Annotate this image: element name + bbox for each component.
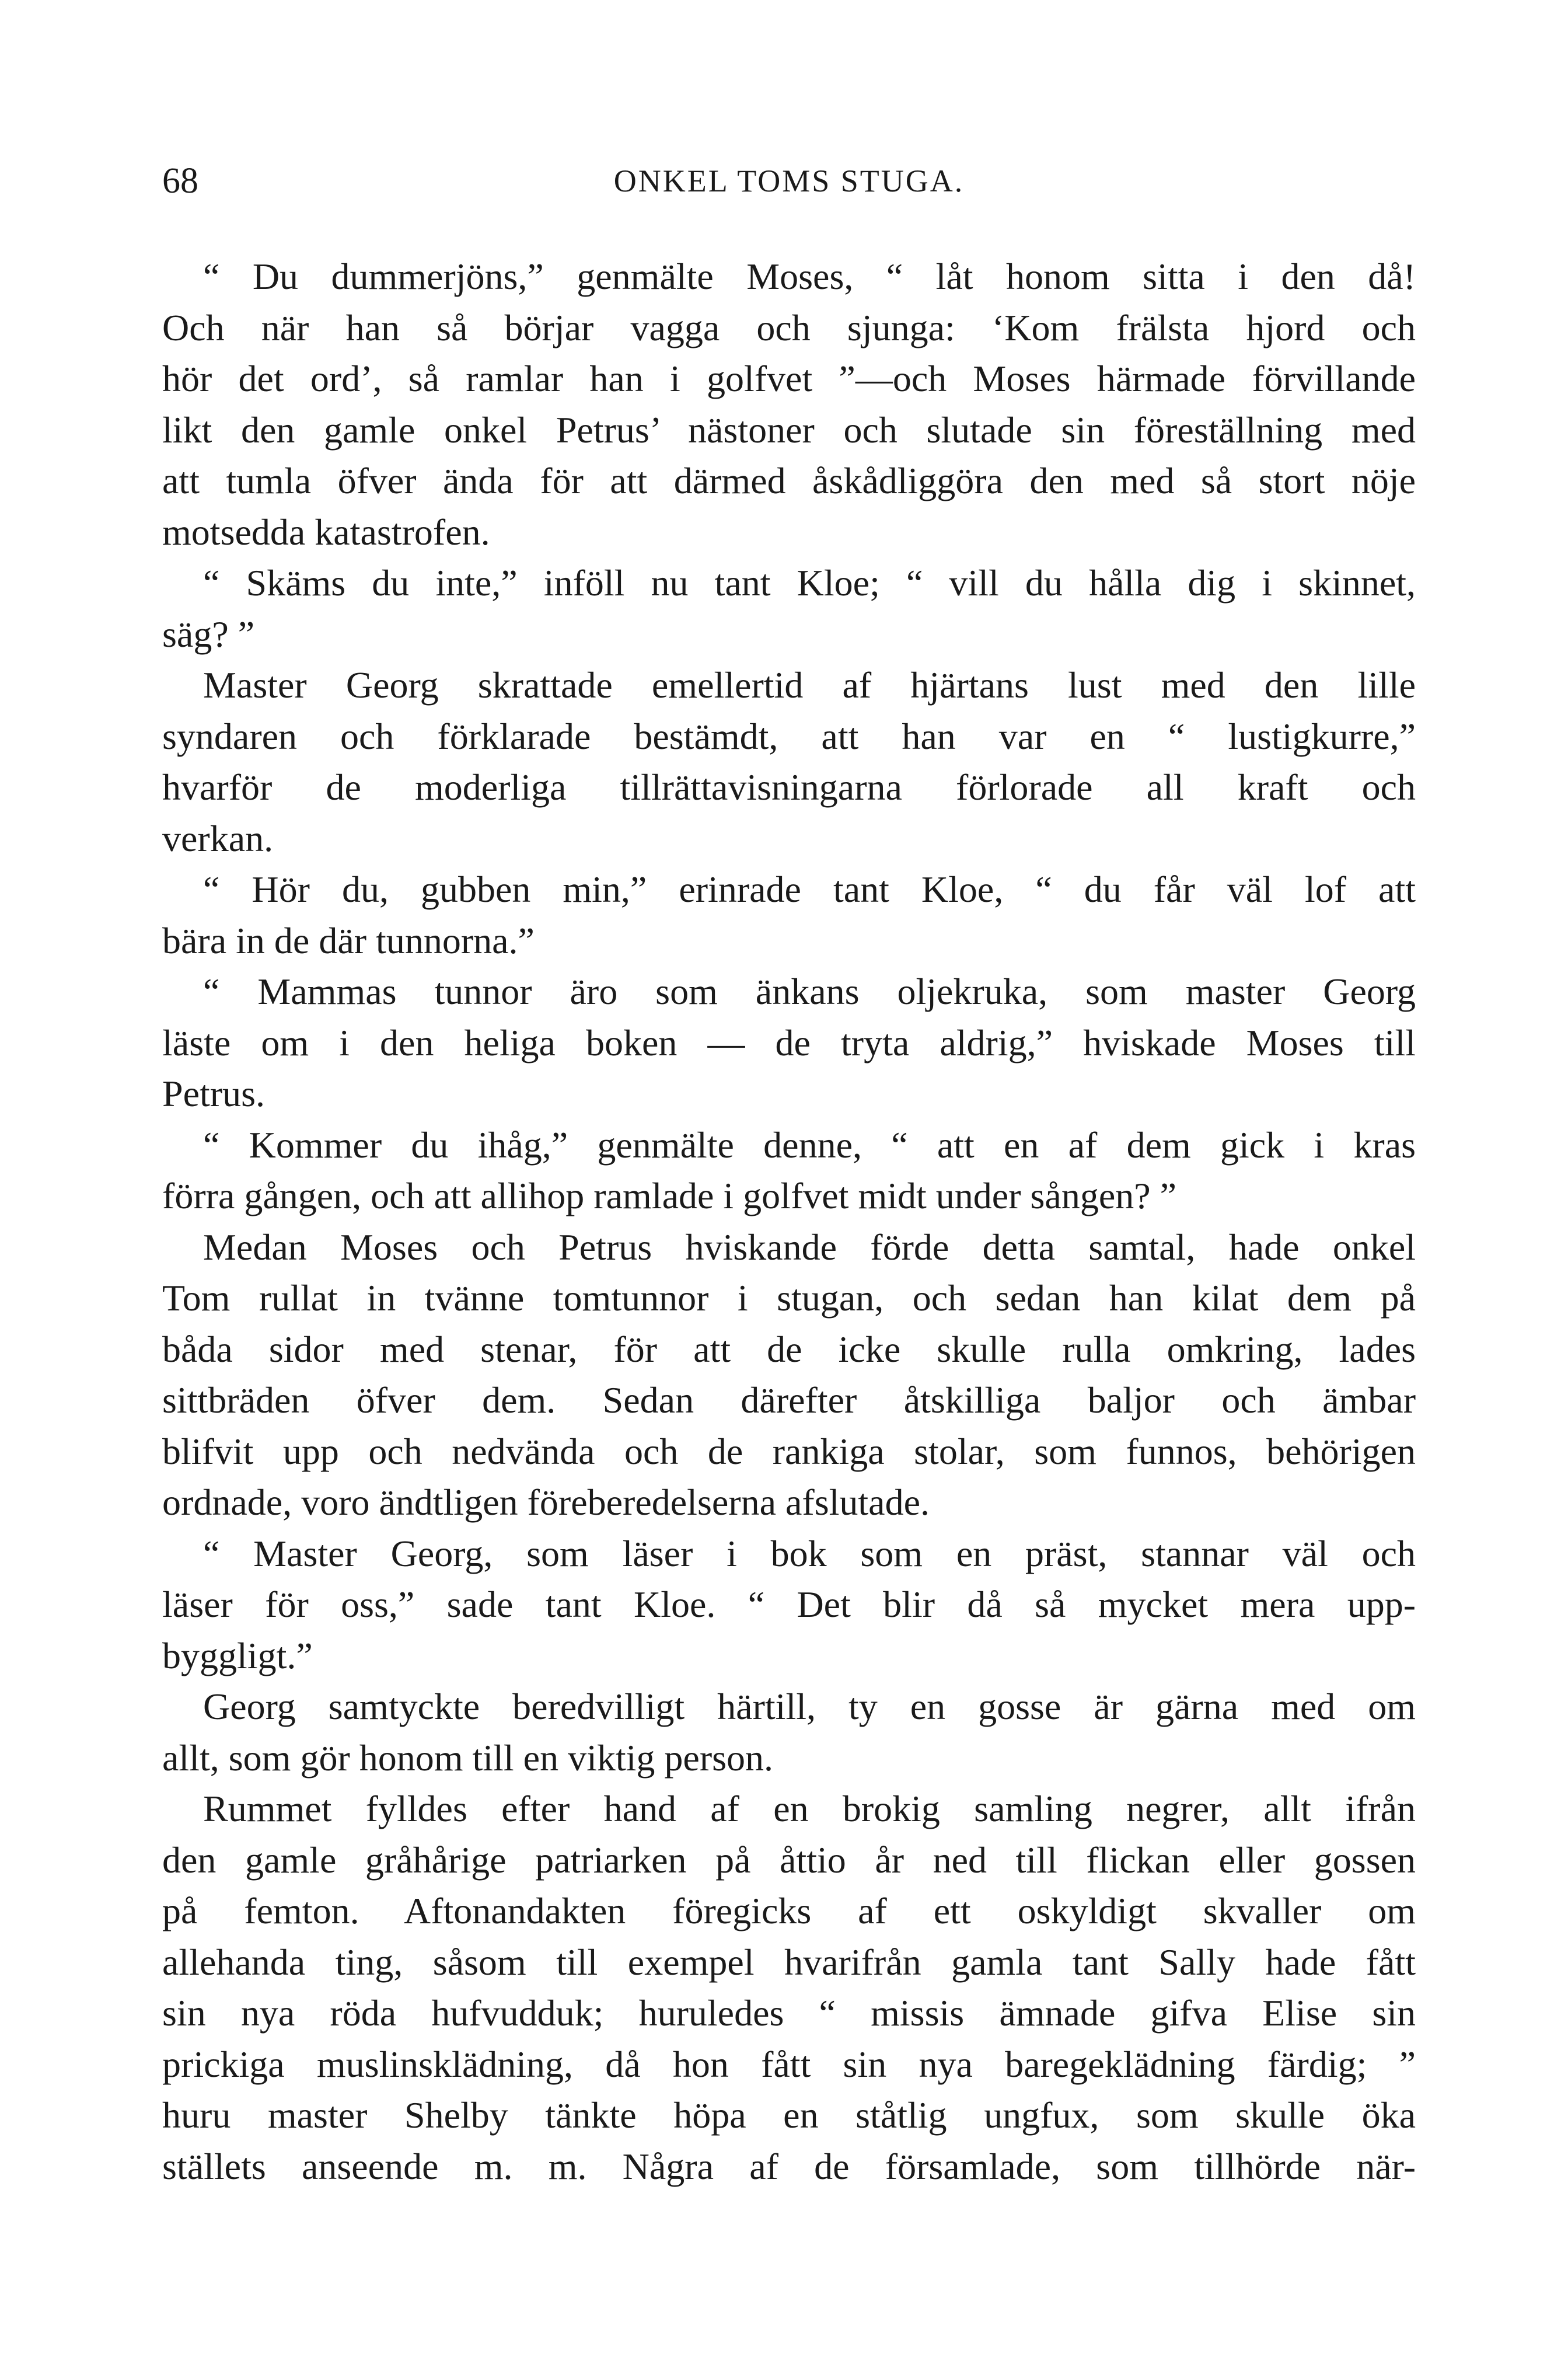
text-line: Petrus. — [162, 1073, 265, 1114]
text-line: att tumla öfver ända för att därmed åskådliggöra den med så stort nöje — [162, 460, 1416, 501]
running-title: ONKEL TOMS STUGA. — [613, 163, 965, 198]
page-header — [162, 158, 1416, 204]
text-line: Master Georg skrattade emellertid af hjärtans lust med den lille — [203, 664, 1416, 706]
text-line: syndaren och förklarade bestämdt, att han var en “ lustigkurre,” — [162, 715, 1416, 757]
text-line: sin nya röda hufvudduk; huruledes “ missis ämnade gifva Elise sin — [162, 1992, 1416, 2034]
text-line: Rummet fylldes efter hand af en brokig samling negrer, allt ifrån — [203, 1788, 1416, 1829]
text-line: bära in de där tunnorna.” — [162, 919, 535, 961]
page-number: 68 — [162, 161, 198, 201]
text-line: byggligt.” — [162, 1634, 313, 1676]
text-line: huru master Shelby tänkte höpa en ståtlig ungfux, som skulle öka — [162, 2094, 1416, 2136]
text-line: Tom rullat in tvänne tomtunnor i stugan, och sedan han kilat dem på — [162, 1277, 1416, 1319]
text-line: läste om i den heliga boken — de tryta aldrig,” hviskade Moses till — [162, 1021, 1416, 1064]
text-line: läser för oss,” sade tant Kloe. “ Det blir då så mycket mera upp- — [162, 1584, 1416, 1625]
text-line: Och när han så börjar vagga och sjunga: ‘Kom frälsta hjord och — [162, 306, 1416, 348]
text-line: den gamle gråhårige patriarken på åttio år ned till flickan eller gossen — [162, 1839, 1416, 1881]
body-text — [162, 251, 1416, 2192]
text-line: “ Master Georg, som läser i bok som en präst, stannar väl och — [203, 1532, 1416, 1574]
text-line: “ Hör du, gubben min,” erinrade tant Kloe, “ du får väl lof att — [203, 869, 1416, 910]
text-line: båda sidor med stenar, för att de icke skulle rulla omkring, lades — [162, 1328, 1416, 1370]
text-line: prickiga muslinsklädning, då hon fått sin nya baregeklädning färdig; ” — [162, 2043, 1416, 2085]
text-line: säg? ” — [162, 613, 255, 655]
text-line: på femton. Aftonandakten föregicks af ett oskyldigt skvaller om — [162, 1890, 1416, 1931]
text-line: allehanda ting, såsom till exempel hvarifrån gamla tant Sally hade fått — [162, 1941, 1416, 1983]
text-line: “ Skäms du inte,” inföll nu tant Kloe; “ vill du hålla dig i skinnet, — [203, 562, 1416, 604]
text-line: motsedda katastrofen. — [162, 511, 490, 553]
text-line: blifvit upp och nedvända och de rankiga stolar, som funnos, behörigen — [162, 1430, 1416, 1472]
text-line: förra gången, och att allihop ramlade i golfvet midt under sången? ” — [162, 1175, 1177, 1216]
text-line: “ Du dummerjöns,” genmälte Moses, “ låt honom sitta i den då! — [203, 256, 1416, 297]
text-line: ordnade, voro ändtligen föreberedelserna afslutade. — [162, 1481, 930, 1523]
text-line: “ Kommer du ihåg,” genmälte denne, “ att en af dem gick i kras — [203, 1124, 1416, 1166]
text-line: hvarför de moderliga tillrättavisningarna förlorade all kraft och — [162, 766, 1416, 808]
text-line: Medan Moses och Petrus hviskande förde detta samtal, hade onkel — [203, 1226, 1416, 1268]
text-line: hör det ord’, så ramlar han i golfvet ”—och Moses härmade förvillande — [162, 358, 1416, 399]
text-line: allt, som gör honom till en viktig person. — [162, 1737, 774, 1779]
text-line: Georg samtyckte beredvilligt härtill, ty en gosse är gärna med om — [203, 1686, 1416, 1727]
text-line: verkan. — [162, 817, 274, 859]
text-line: likt den gamle onkel Petrus’ nästoner och slutade sin föreställning med — [162, 409, 1416, 451]
text-line: ställets anseende m. m. Några af de församlade, som tillhörde när- — [162, 2145, 1416, 2187]
text-line: “ Mammas tunnor äro som änkans oljekruka, som master Georg — [203, 971, 1416, 1012]
text-line: sittbräden öfver dem. Sedan därefter åtskilliga baljor och ämbar — [162, 1379, 1416, 1421]
